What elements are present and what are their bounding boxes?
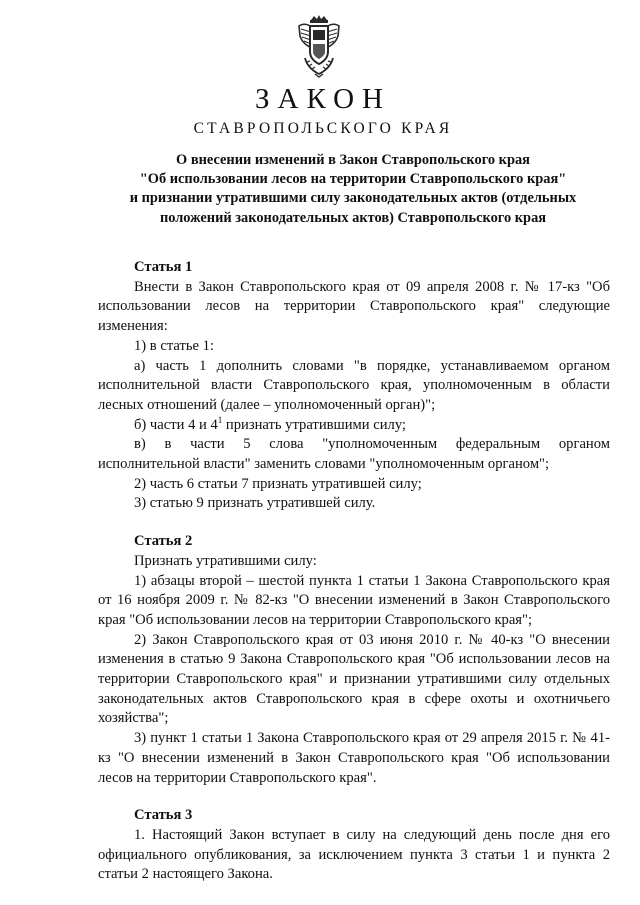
article-paragraph: 3) статью 9 признать утратившей силу. [134,495,376,512]
law-region: СТАВРОПОЛЬСКОГО КРАЯ [193,120,453,137]
law-title: ЗАКОН [255,83,391,115]
article-paragraph: 1) абзацы второй – шестой пункта 1 статьи 1 Закона Ставропольского края от 16 ноября 2009 г. № 82-кз "О внесении изменений в Закон Ставропольского края "Об использовании лесов на территории Ставропольского края"; [98,572,610,628]
article-paragraph: 1. Настоящий Закон вступает в силу на следующий день после дня его официального опубликования, за исключением пункта 3 статьи 1 и пункта 2 статьи 2 настоящего Закона. [98,826,610,883]
article-paragraph: Внести в Закон Ставропольского края от 09 апреля 2008 г. № 17-кз "Об использовании лесов на территории Ставропольского края" следующие изменения: [98,278,610,335]
article-paragraph: в) в части 5 слова "уполномоченным федеральным органом исполнительной власти" заменить словами "уполномоченным органом"; [98,436,610,473]
paragraph-text: б) части 4 и 4 [134,416,218,433]
article-2 [98,532,610,788]
coat-of-arms-icon [297,14,341,78]
law-subject [118,151,588,228]
article-heading: Статья 2 [134,533,193,550]
article-paragraph [98,416,610,436]
article-paragraph: Признать утратившими силу: [134,552,317,569]
article-heading: Статья 1 [134,259,193,275]
article-3 [98,806,610,885]
article-paragraph: 2) часть 6 статьи 7 признать утратившей силу; [134,475,422,492]
article-paragraph: 3) пункт 1 статьи 1 Закона Ставропольского края от 29 апреля 2015 г. № 41-кз "О внесении изменений в Закон Ставропольского края "Об использовании лесов на территории Ставропольского края". [98,730,610,786]
law-subject-line: и признании утратившими силу законодательных актов (отдельных [129,190,577,207]
law-subject-line: положений законодательных актов) Ставропольского края [159,209,547,226]
article-paragraph: 2) Закон Ставропольского края от 03 июня 2010 г. № 40-кз "О внесении изменения в статью 9 Закона Ставропольского края "Об использовании лесов на территории Ставропольского края" и признании утратившими силу отдельных законодательных актов Ставропольского края в сфере охоты и охотничьего хозяйства"; [98,631,610,727]
paragraph-text: признать утратившими силу; [222,416,406,433]
law-body [98,258,610,885]
superscript-index: 1 [217,414,223,425]
article-1 [98,258,610,514]
article-paragraph: 1) в статье 1: [134,337,214,354]
law-subject-line: О внесении изменений в Закон Ставропольского края [176,152,530,168]
article-paragraph: а) часть 1 дополнить словами "в порядке, устанавливаемом органом исполнительной власти Ставропольского края, уполномоченным в области лесных отношений (далее – уполномоченный орган)"; [98,357,610,413]
article-heading: Статья 3 [134,807,193,824]
law-subject-line: "Об использовании лесов на территории Ставропольского края" [139,171,567,188]
